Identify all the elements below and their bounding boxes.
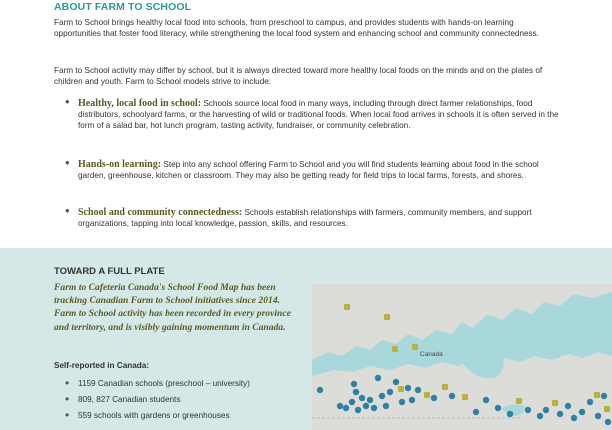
full-plate-heading: TOWARD A FULL PLATE <box>54 266 165 277</box>
marker-olive <box>516 398 522 404</box>
marker-blue <box>379 393 385 399</box>
marker-blue <box>363 403 369 409</box>
marker-blue <box>543 407 549 413</box>
marker-olive <box>462 394 468 400</box>
marker-blue <box>579 409 585 415</box>
bullet-term: School and community connectedness: <box>78 207 243 218</box>
marker-blue <box>387 389 393 395</box>
marker-olive <box>552 400 558 406</box>
marker-blue <box>405 385 411 391</box>
bullet-text: Schools establish relationships with farmers, community members, and support organizations, tapping into local knowledge, passion, skills, and resources. <box>78 208 532 229</box>
stats-list <box>64 376 250 424</box>
marker-blue <box>525 407 531 413</box>
about-paragraph-2: Farm to School activity may differ by school, but it is always directed toward more healthy local foods on the minds and on the plates of children and youth. Farm to School models strive to include: <box>54 66 543 87</box>
stat-students: • 809, 827 Canadian students <box>64 392 250 408</box>
models-list-item-3 <box>64 207 560 229</box>
marker-blue <box>317 387 323 393</box>
marker-olive <box>424 392 430 398</box>
marker-olive <box>442 384 448 390</box>
marker-blue <box>375 375 381 381</box>
bullet-community-connectedness <box>64 207 560 229</box>
marker-blue <box>393 379 399 385</box>
marker-blue <box>355 407 361 413</box>
marker-blue <box>605 419 611 425</box>
bullet-term: Hands-on learning: <box>78 159 162 170</box>
marker-blue <box>571 415 577 421</box>
stat-schools: • 1159 Canadian schools (preschool – university) <box>64 376 250 392</box>
marker-blue <box>587 399 593 405</box>
bullet-text: Schools source local food in many ways, including through direct farmer relationships, food distributors, schoolyard farms, or the harvesting of wild or traditional foods. When local food arrives in schools it is often served in the form of a salad bar, hot lunch program, tasting activity, fundraiser, or community celebration. <box>78 99 559 131</box>
marker-blue <box>351 381 357 387</box>
school-food-map[interactable] <box>312 284 612 430</box>
marker-blue <box>507 411 513 417</box>
models-list-item-2 <box>64 159 560 181</box>
marker-blue <box>337 403 343 409</box>
marker-olive <box>604 406 610 412</box>
marker-olive <box>398 386 404 392</box>
marker-blue <box>415 387 421 393</box>
bullet-text: Step into any school offering Farm to School and you will find students learning about food in the school garden, greenhouse, kitchen or classroom. They may also be getting ready for field trips to local farms, forests, and shores. <box>78 160 539 181</box>
map-country-label: Canada <box>420 351 443 358</box>
stat-gardens: • 559 schools with gardens or greenhouses <box>64 408 250 424</box>
marker-blue <box>431 395 437 401</box>
marker-blue <box>565 403 571 409</box>
marker-olive <box>384 314 390 320</box>
marker-blue <box>349 399 355 405</box>
about-paragraph-1: Farm to School brings healthy local food into schools, from preschool to campus, and provides students with hands-on learning opportunities that foster food literacy, while strengthening the local food system and enhancing school and community connectedness. <box>54 18 540 39</box>
marker-olive <box>344 304 350 310</box>
bullet-healthy-local-food <box>64 98 560 132</box>
marker-blue <box>495 405 501 411</box>
marker-blue <box>353 389 359 395</box>
marker-blue <box>371 405 377 411</box>
full-plate-section <box>0 248 612 430</box>
marker-blue <box>483 397 489 403</box>
marker-blue <box>409 397 415 403</box>
marker-blue <box>473 409 479 415</box>
marker-blue <box>367 397 373 403</box>
self-reported-label: Self-reported in Canada: <box>54 361 150 370</box>
marker-blue <box>343 405 349 411</box>
marker-olive <box>412 344 418 350</box>
marker-blue <box>383 403 389 409</box>
models-list-item-1 <box>64 98 560 132</box>
bullet-term: Healthy, local food in school: <box>78 98 202 109</box>
marker-olive <box>392 346 398 352</box>
marker-blue <box>601 393 607 399</box>
bullet-hands-on-learning <box>64 159 560 181</box>
marker-blue <box>537 413 543 419</box>
marker-blue <box>449 393 455 399</box>
about-heading: ABOUT FARM TO SCHOOL <box>54 1 192 13</box>
marker-blue <box>359 395 365 401</box>
marker-blue <box>557 411 563 417</box>
marker-blue <box>399 399 405 405</box>
marker-blue <box>595 413 601 419</box>
full-plate-intro: Farm to Cafeteria Canada's School Food Map has been tracking Canadian Farm to School initiatives since 2014. Farm to School activity has been recorded in every province and territory, and is visibly gaining momentum in Canada. <box>54 282 291 333</box>
marker-olive <box>594 392 600 398</box>
